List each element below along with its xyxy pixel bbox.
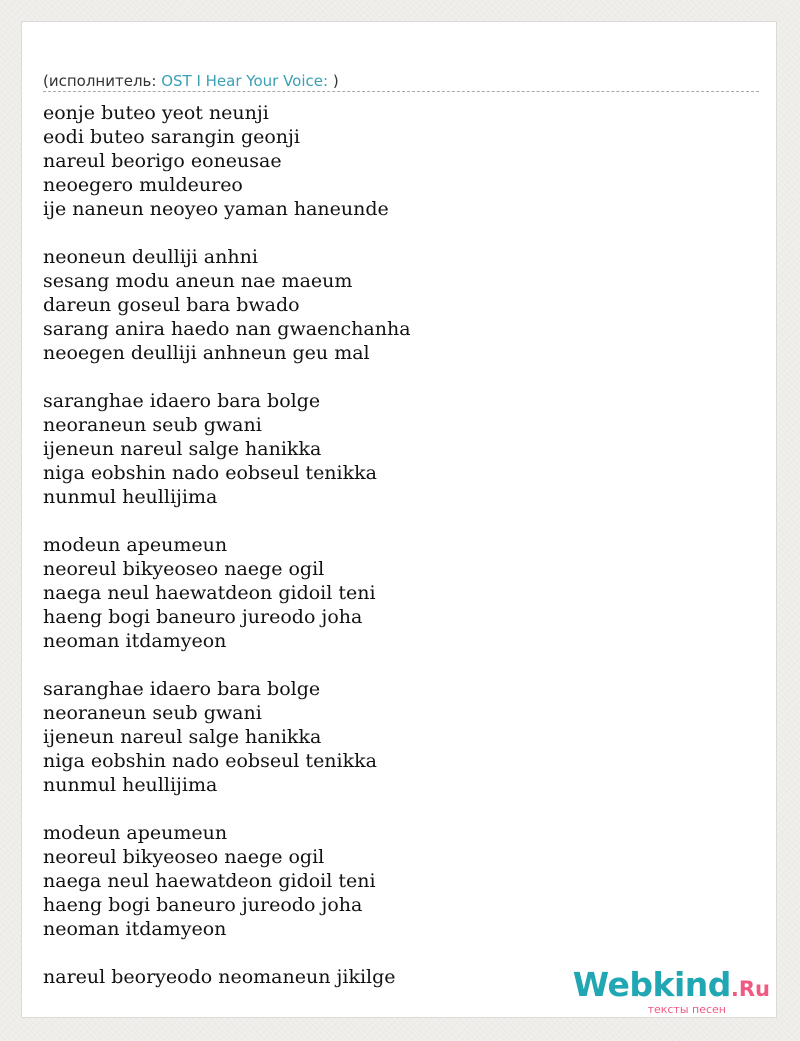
lyric-line: nareul beorigo eoneusae [43, 150, 282, 172]
stanza-break [43, 509, 743, 533]
lyric-line: modeun apeumeun [43, 822, 228, 844]
lyric-line: niga eobshin nado eobseul tenikka [43, 462, 377, 484]
lyric-line: haeng bogi baneuro jureodo joha [43, 606, 363, 628]
artist-prefix: (исполнитель: [43, 72, 162, 90]
stanza-break [43, 797, 743, 821]
lyric-line: saranghae idaero bara bolge [43, 390, 321, 412]
lyric-line: niga eobshin nado eobseul tenikka [43, 750, 377, 772]
lyric-line: neoman itdamyeon [43, 918, 227, 940]
stanza-break [43, 653, 743, 677]
lyric-line: neoneun deulliji anhni [43, 246, 258, 268]
lyric-line: ijeneun nareul salge hanikka [43, 726, 322, 748]
lyric-line: nunmul heullijima [43, 774, 218, 796]
lyric-line: neoreul bikyeoseo naege ogil [43, 846, 325, 868]
webkind-logo [570, 967, 770, 1015]
stanza-break [43, 365, 743, 389]
lyric-line: neoreul bikyeoseo naege ogil [43, 558, 325, 580]
artist-link[interactable]: OST I Hear Your Voice: [161, 72, 333, 90]
lyric-line: neoman itdamyeon [43, 630, 227, 652]
logo-tagline: тексты песен [647, 1003, 726, 1016]
lyric-line: neoegero muldeureo [43, 174, 243, 196]
lyric-line: modeun apeumeun [43, 534, 228, 556]
lyric-line: naega neul haewatdeon gidoil teni [43, 582, 376, 604]
lyric-line: neoraneun seub gwani [43, 702, 262, 724]
lyric-line: eonje buteo yeot neunji [43, 102, 269, 124]
lyric-line: nareul beoryeodo neomaneun jikilge [43, 966, 396, 988]
artist-line [43, 71, 759, 92]
lyric-line: haeng bogi baneuro jureodo joha [43, 894, 363, 916]
lyric-line: dareun goseul bara bwado [43, 294, 300, 316]
lyrics-text [43, 101, 743, 989]
lyric-line: neoegen deulliji anhneun geu mal [43, 342, 370, 364]
logo-tld: .Ru [730, 977, 770, 1001]
logo-wordmark [570, 967, 770, 1007]
lyric-line: neoraneun seub gwani [43, 414, 262, 436]
logo-main-text: Webkind [572, 965, 731, 1004]
lyric-line: nunmul heullijima [43, 486, 218, 508]
lyric-line: ijeneun nareul salge hanikka [43, 438, 322, 460]
stanza-break [43, 941, 743, 965]
lyric-line: sarang anira haedo nan gwaenchanha [43, 318, 411, 340]
lyric-line: sesang modu aneun nae maeum [43, 270, 353, 292]
artist-suffix: ) [332, 72, 339, 90]
lyric-line: saranghae idaero bara bolge [43, 678, 321, 700]
lyrics-page [21, 21, 777, 1018]
lyric-line: naega neul haewatdeon gidoil teni [43, 870, 376, 892]
lyric-line: ije naneun neoyeo yaman haneunde [43, 198, 389, 220]
stanza-break [43, 221, 743, 245]
lyric-line: eodi buteo sarangin geonji [43, 126, 301, 148]
